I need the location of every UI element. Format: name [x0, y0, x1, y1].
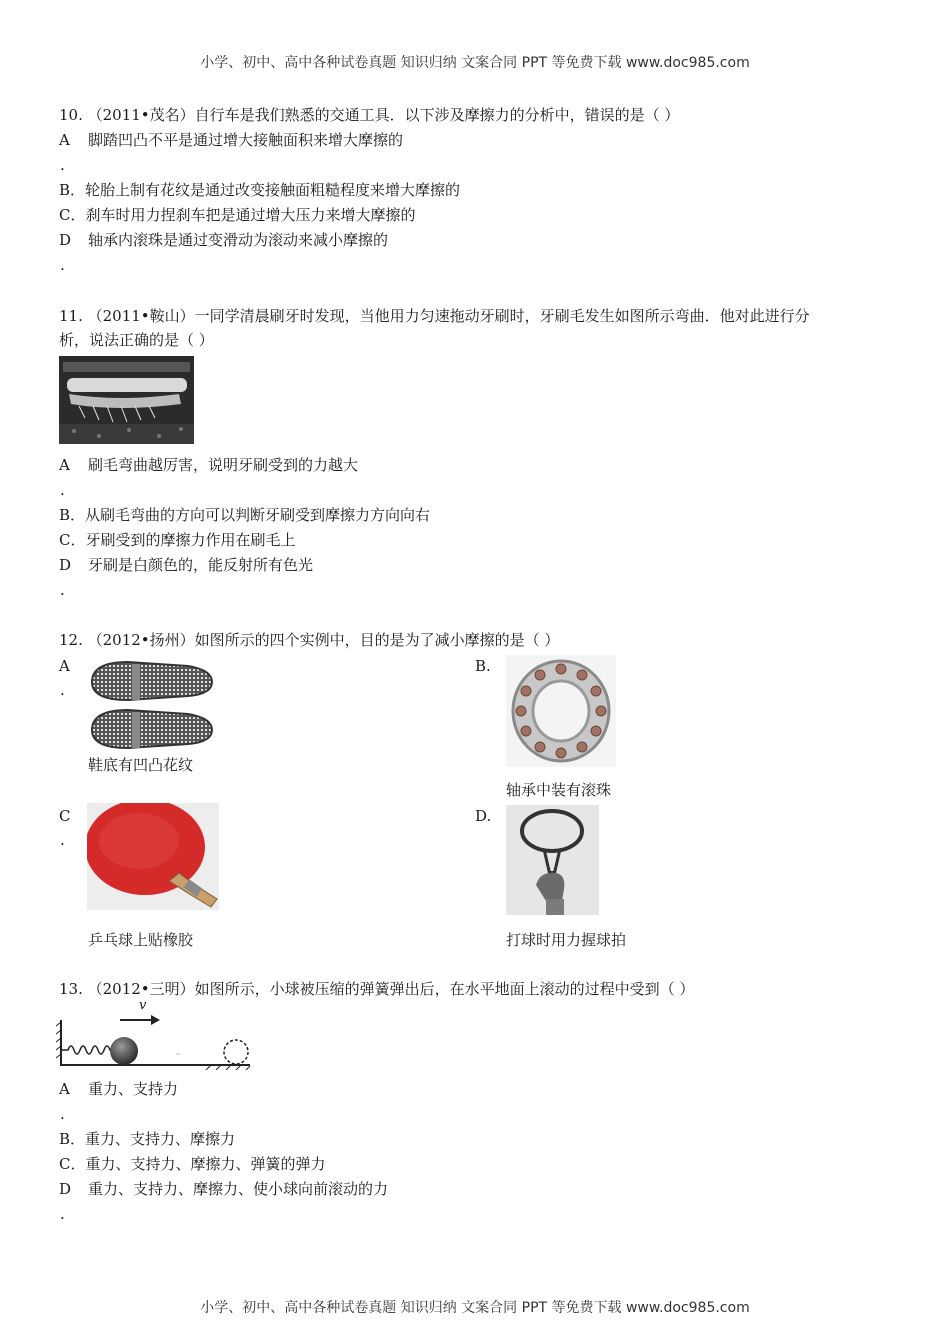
option-d: 轴承内滚珠是通过变滑动为滚动来减小摩擦的 — [88, 231, 389, 249]
option-dot: . — [60, 1105, 65, 1123]
question-stem-line1: 11. （2011•鞍山）一同学清晨刷牙时发现，当他用力匀速拖动牙刷时，牙刷毛发生如图所示弯曲．他对此进行分 — [59, 307, 810, 325]
option-letter-c: C — [59, 807, 71, 825]
tennis-racket-photo — [506, 805, 599, 915]
question-stem: 10. （2011•茂名）自行车是我们熟悉的交通工具．以下涉及摩擦力的分析中，错误的是（ ） — [59, 106, 680, 124]
option-letter-a: A — [59, 131, 70, 149]
option-d: 牙刷是白颜色的，能反射所有色光 — [88, 556, 314, 574]
option-letter-b: B. — [475, 657, 491, 675]
option-letter-d: D — [59, 231, 72, 249]
option-dot: . — [60, 581, 65, 599]
option-dot: . — [60, 481, 65, 499]
option-a: 重力、支持力 — [88, 1080, 179, 1098]
option-letter-a: A — [59, 1080, 70, 1098]
option-c: C．刹车时用力捏刹车把是通过增大压力来增大摩擦的 — [59, 206, 416, 224]
option-d-caption: 打球时用力握球拍 — [506, 931, 627, 949]
option-letter-d: D — [59, 1180, 72, 1198]
option-c-caption: 乒乓球上贴橡胶 — [88, 931, 194, 949]
toothbrush-photo — [59, 356, 194, 444]
option-letter-a: A — [59, 456, 70, 474]
option-a: 脚踏凹凸不平是通过增大接触面积来增大摩擦的 — [88, 131, 404, 149]
option-a: 刷毛弯曲越厉害，说明牙刷受到的力越大 — [88, 456, 359, 474]
option-c: C．重力、支持力、摩擦力、弹簧的弹力 — [59, 1155, 326, 1173]
question-stem: 13. （2012•三明）如图所示，小球被压缩的弹簧弹出后，在水平地面上滚动的过程中受到（ ） — [59, 980, 695, 998]
shoe-sole-photo — [88, 656, 216, 752]
page-footer: 小学、初中、高中各种试卷真题 知识归纳 文案合同 PPT 等免费下载 www.doc985.com — [200, 1300, 750, 1316]
velocity-label: v — [139, 998, 147, 1013]
ball-bearing-photo — [506, 655, 616, 767]
page-header: 小学、初中、高中各种试卷真题 知识归纳 文案合同 PPT 等免费下载 www.doc985.com — [200, 55, 750, 71]
option-letter-a: A — [59, 657, 70, 675]
option-c: C．牙刷受到的摩擦力作用在刷毛上 — [59, 531, 296, 549]
option-b: B．轮胎上制有花纹是通过改变接触面粗糙程度来增大摩擦的 — [59, 181, 461, 199]
option-b: B．重力、支持力、摩擦力 — [59, 1130, 236, 1148]
spring-ball-diagram — [56, 998, 252, 1070]
option-d: 重力、支持力、摩擦力、使小球向前滚动的力 — [88, 1180, 389, 1198]
option-dot: . — [60, 1205, 65, 1223]
option-dot: . — [60, 256, 65, 274]
option-b-caption: 轴承中装有滚珠 — [506, 781, 612, 799]
option-dot: . — [60, 156, 65, 174]
option-letter-d: D. — [475, 807, 492, 825]
option-dot: . — [60, 681, 65, 699]
question-stem-line2: 析，说法正确的是（ ） — [59, 331, 214, 349]
option-a-caption: 鞋底有凹凸花纹 — [88, 756, 194, 774]
option-b: B．从刷毛弯曲的方向可以判断牙刷受到摩擦力方向向右 — [59, 506, 431, 524]
question-stem: 12. （2012•扬州）如图所示的四个实例中，目的是为了减小摩擦的是（ ） — [59, 631, 560, 649]
option-dot: . — [60, 831, 65, 849]
ping-pong-paddle-photo — [87, 803, 219, 910]
option-letter-d: D — [59, 556, 72, 574]
